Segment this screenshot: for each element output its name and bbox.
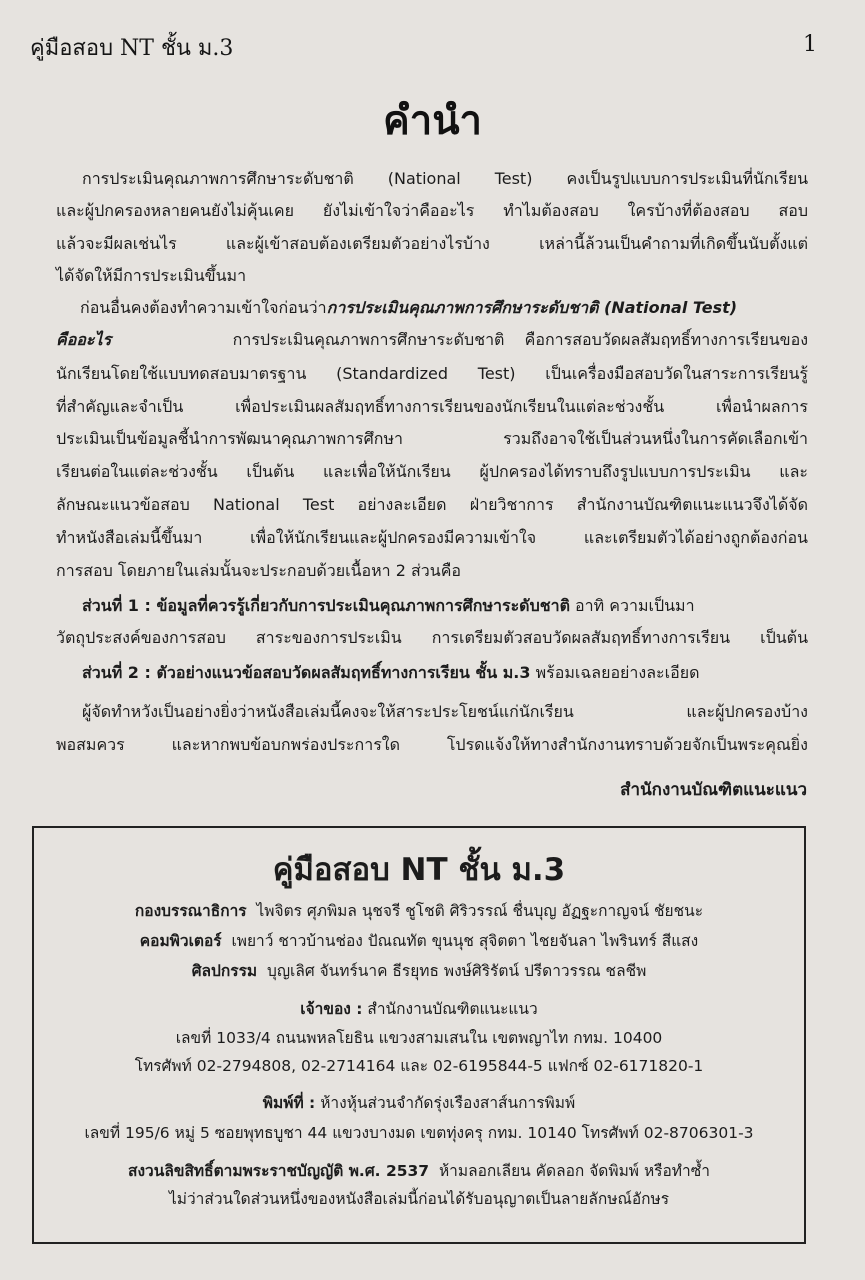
- printer-address: เลขที่ 195/6 หมู่ 5 ซอยพุทธบูชา 44 แขวงบางมด เขตทุ่งครุ กทม. 10140 โทรศัพท์ 02-8706301-3: [84, 1124, 754, 1142]
- paragraph-line: วัตถุประสงค์ของการสอบ สาระของการประเมิน การเตรียมตัวสอบวัดผลสัมฤทธิ์ทางการเรียน เป็นต้น: [56, 628, 808, 647]
- computer-names: เพยาว์ ชาวบ้านช่อง ปัณณทัต ขุนนุช สุจิตตา ไชยจันลา ไพรินทร์ สีแสง: [231, 932, 699, 950]
- paragraph-line: ทำหนังสือเล่มนี้ขึ้นมา เพื่อให้นักเรียนและผู้ปกครองมีความเข้าใจ และเตรียมตัวได้อย่างถูกต้องก่อน: [56, 528, 808, 547]
- owner-label: เจ้าของ :: [300, 1000, 363, 1018]
- part-2-label: ส่วนที่ 2 : ตัวอย่างแนวข้อสอบวัดผลสัมฤทธิ์ทางการเรียน ชั้น ม.3: [82, 663, 531, 682]
- part-1-text: อาทิ ความเป็นมา: [575, 596, 695, 615]
- paragraph-line: [56, 332, 808, 348]
- paragraph-line: แล้วจะมีผลเช่นไร และผู้เข้าสอบต้องเตรียมตัวอย่างไรบ้าง เหล่านี้ล้วนเป็นคำถามที่เกิดขึ้นนับตั้งแต่: [56, 234, 808, 253]
- art-names: บุญเลิศ จันทร์นาค ธีรยุทธ พงษ์ศิริรัตน์ ปรีดาวรรณ ชลชีพ: [266, 962, 647, 980]
- owner-name: สำนักงานบัณฑิตแนะแนว: [367, 1000, 538, 1018]
- printer-name: ห้างหุ้นส่วนจำกัดรุ่งเรืองสาส์นการพิมพ์: [320, 1094, 576, 1112]
- copyright-cont: ไม่ว่าส่วนใดส่วนหนึ่งของหนังสือเล่มนี้ก่อนได้รับอนุญาตเป็นลายลักษณ์อักษร: [168, 1190, 670, 1208]
- part-2-line: [82, 665, 699, 681]
- paragraph-line: [80, 300, 808, 316]
- emphasis-text: คืออะไร: [56, 330, 112, 349]
- page-title: คำนำ: [382, 98, 483, 144]
- paragraph-line: การประเมินคุณภาพการศึกษาระดับชาติ (National Test) คงเป็นรูปแบบการประเมินที่นักเรียน: [82, 169, 808, 188]
- part-1-label: ส่วนที่ 1 : ข้อมูลที่ควรรู้เกี่ยวกับการประเมินคุณภาพการศึกษาระดับชาติ: [82, 596, 570, 615]
- imprint-title: คู่มือสอบ NT ชั้น ม.3: [272, 852, 566, 888]
- part-1-line: [82, 598, 695, 614]
- owner-phone: โทรศัพท์ 02-2794808, 02-2714164 และ 02-6195844-5 แฟกซ์ 02-6171820-1: [134, 1057, 704, 1075]
- emphasis-text: การประเมินคุณภาพการศึกษาระดับชาติ (National Test): [326, 298, 738, 317]
- copyright-text: ห้ามลอกเลียน คัดลอก จัดพิมพ์ หรือทำซ้ำ: [438, 1162, 710, 1180]
- computer-label: คอมพิวเตอร์: [139, 932, 222, 950]
- running-header: คู่มือสอบ NT ชั้น ม.3: [30, 36, 234, 61]
- paragraph-line: ได้จัดให้มีการประเมินขึ้นมา: [56, 266, 247, 285]
- art-line: [34, 958, 804, 983]
- editors-line: [34, 898, 804, 923]
- computer-line: [34, 928, 804, 953]
- paragraph-line: การสอบ โดยภายในเล่มนั้นจะประกอบด้วยเนื้อหา 2 ส่วนคือ: [56, 561, 462, 580]
- paragraph-line: ที่สำคัญและจำเป็น เพื่อประเมินผลสัมฤทธิ์ทางการเรียนของนักเรียนในแต่ละช่วงชั้น เพื่อนำผลการ: [56, 397, 808, 416]
- paragraph-line: ลักษณะแนวข้อสอบ National Test อย่างละเอียด ฝ่ายวิชาการ สำนักงานบัณฑิตแนะแนวจึงได้จัด: [56, 495, 808, 514]
- art-label: ศิลปกรรม: [191, 962, 258, 980]
- signature: สำนักงานบัณฑิตแนะแนว: [620, 780, 807, 800]
- printer-line: [34, 1090, 804, 1115]
- editors-label: กองบรรณาธิการ: [134, 902, 247, 920]
- paragraph-line: ประเมินเป็นข้อมูลชี้นำการพัฒนาคุณภาพการศึกษา รวมถึงอาจใช้เป็นส่วนหนึ่งในการคัดเลือกเข้า: [56, 429, 808, 448]
- paragraph-line: เรียนต่อในแต่ละช่วงชั้น เป็นต้น และเพื่อให้นักเรียน ผู้ปกครองได้ทราบถึงรูปแบบการประเมิน และ: [56, 462, 808, 481]
- copyright-label: สงวนลิขสิทธิ์ตามพระราชบัญญัติ พ.ศ. 2537: [128, 1162, 430, 1180]
- definition-text: การประเมินคุณภาพการศึกษาระดับชาติ คือการสอบวัดผลสัมฤทธิ์ทางการเรียนของ: [232, 330, 809, 349]
- imprint-box: [32, 826, 806, 1244]
- paragraph-line: ผู้จัดทำหวังเป็นอย่างยิ่งว่าหนังสือเล่มนี้คงจะให้สาระประโยชน์แก่นักเรียน และผู้ปกครองบ้าง: [82, 702, 808, 721]
- paragraph-line: พอสมควร และหากพบข้อบกพร่องประการใด โปรดแจ้งให้ทางสำนักงานทราบด้วยจักเป็นพระคุณยิ่ง: [56, 735, 808, 754]
- page-number: 1: [803, 32, 817, 57]
- printer-label: พิมพ์ที่ :: [262, 1094, 316, 1112]
- paragraph-line: นักเรียนโดยใช้แบบทดสอบมาตรฐาน (Standardized Test) เป็นเครื่องมือสอบวัดในสาระการเรียนรู้: [56, 364, 808, 383]
- paragraph-line: และผู้ปกครองหลายคนยังไม่คุ้นเคย ยังไม่เข้าใจว่าคืออะไร ทำไมต้องสอบ ใครบ้างที่ต้องสอบ สอบ: [56, 201, 808, 220]
- part-2-text: พร้อมเฉลยอย่างละเอียด: [535, 663, 700, 682]
- editors-names: ไพจิตร ศุภพิมล นุชจรี ชูโชติ ศิริวรรณ์ ชื่นบุญ อัฏฐะกาญจน์ ชัยชนะ: [256, 902, 704, 920]
- owner-address: เลขที่ 1033/4 ถนนพหลโยธิน แขวงสามเสนใน เขตพญาไท กทม. 10400: [175, 1029, 663, 1047]
- owner-line: [34, 996, 804, 1021]
- copyright-line: [34, 1158, 804, 1183]
- paragraph-lead: ก่อนอื่นคงต้องทำความเข้าใจก่อนว่า: [80, 298, 327, 317]
